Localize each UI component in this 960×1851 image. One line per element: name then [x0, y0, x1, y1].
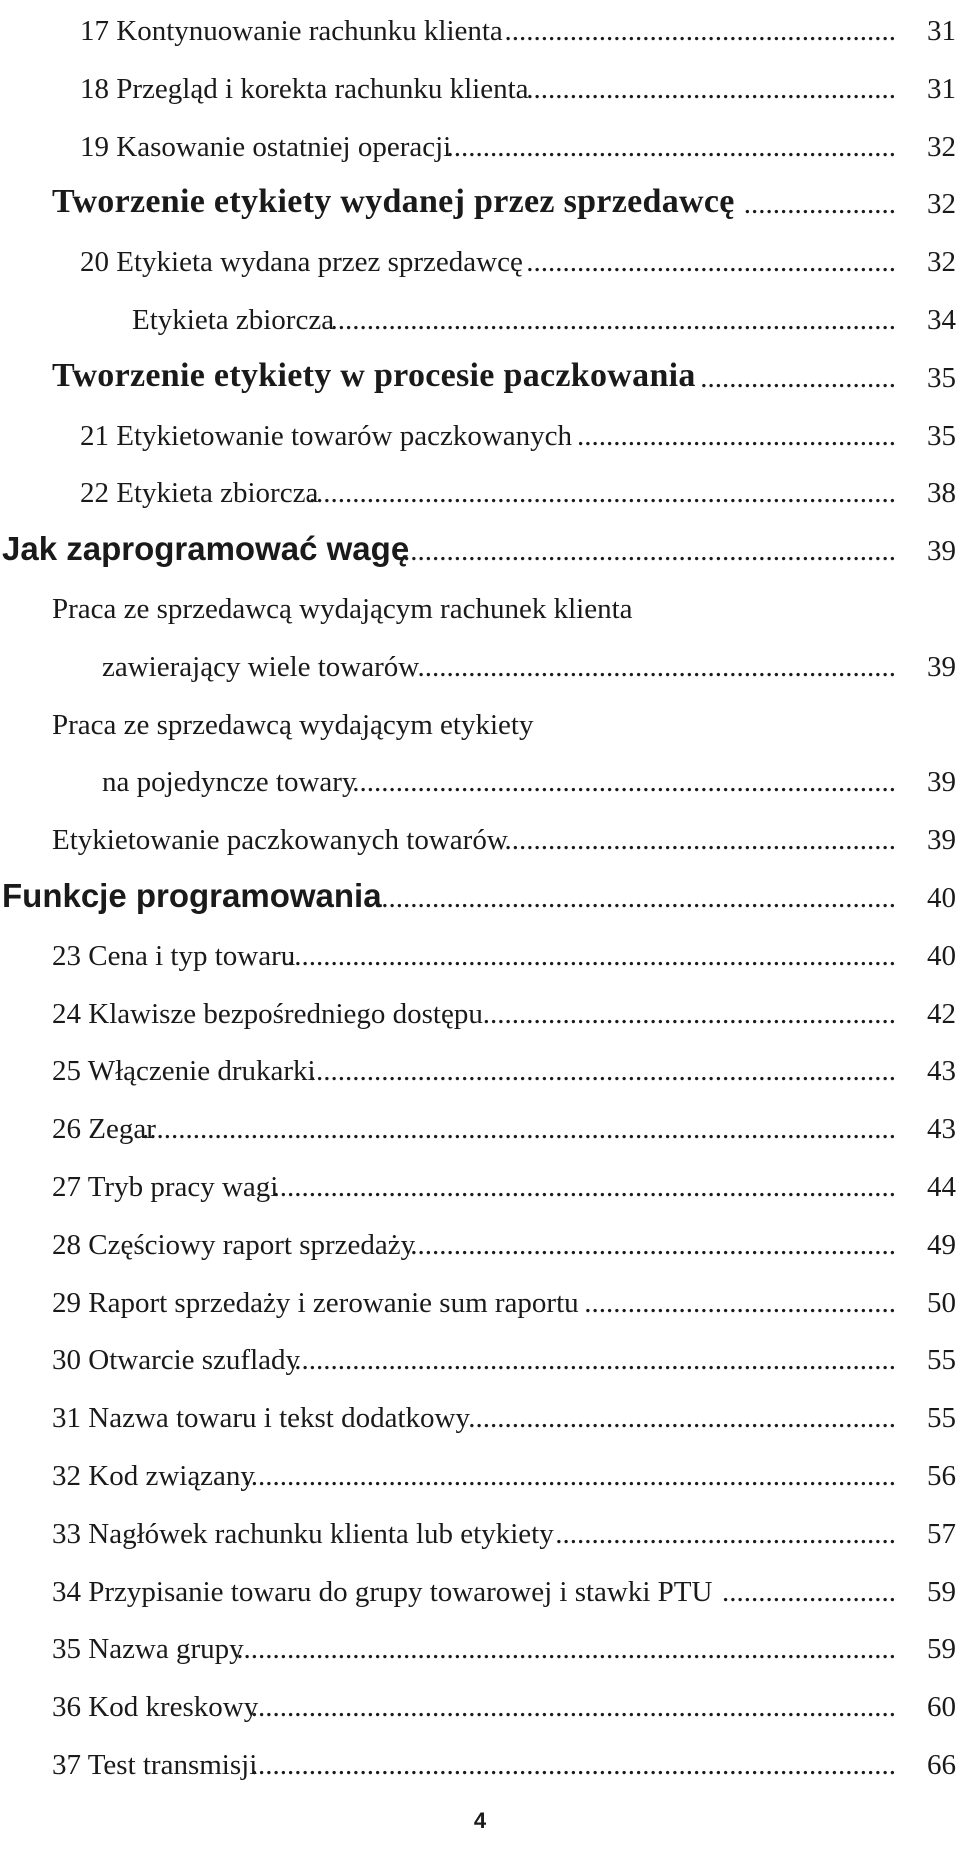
toc-entry: [0, 1734, 960, 1792]
toc-entry-title: 32 Kod związany: [52, 1460, 255, 1492]
toc-entry-title: Tworzenie etykiety wydanej przez sprzedawcę: [52, 183, 735, 221]
toc-entry-title: zawierający wiele towarów: [102, 650, 420, 683]
toc-dot-leader: ............................................: [577, 419, 896, 452]
toc-entry: [0, 116, 960, 174]
toc-entry-title: 17 Kontynuowanie rachunku klienta: [80, 15, 503, 47]
toc-entry-title: na pojedyncze towary: [102, 766, 357, 799]
toc-entry: [0, 1329, 960, 1387]
toc-entry-title: Praca ze sprzedawcą wydającym etykiety: [52, 708, 534, 741]
toc-entry-title: Jak zaprogramować wagę: [2, 530, 410, 568]
toc-entry-title: 18 Przegląd i korekta rachunku klienta: [80, 72, 529, 105]
toc-dot-leader: ......................................................: [504, 824, 896, 857]
toc-page-number: 32: [927, 246, 956, 279]
toc-entry-title: 19 Kasowanie ostatniej operacji: [80, 130, 452, 163]
toc-dot-leader: ........................................................................: [374, 882, 896, 914]
toc-dot-leader: ........................: [722, 1575, 896, 1608]
toc-entry: [0, 1272, 960, 1330]
toc-page-number: 35: [927, 419, 956, 452]
toc-dot-leader: .................................................................................: [308, 477, 896, 510]
toc-entry-title: 35 Nazwa grupy: [52, 1633, 244, 1666]
toc-page-number: 32: [927, 130, 956, 163]
toc-dot-leader: ...............................................: [555, 1517, 896, 1550]
toc-dot-leader: ......................................................: [504, 15, 896, 47]
toc-entry: [0, 58, 960, 116]
toc-entry-title: Funkcje programowania: [2, 877, 382, 914]
toc-entry: [0, 173, 960, 231]
toc-entry-title: 21 Etykietowanie towarów paczkowanych: [80, 419, 573, 452]
toc-entry-title: 22 Etykieta zbiorcza: [80, 477, 319, 510]
page-number: 4: [473, 1808, 487, 1833]
toc-page-number: 44: [927, 1171, 956, 1203]
toc-entry: [0, 0, 960, 58]
toc-entry: [0, 1040, 960, 1098]
toc-entry: [0, 1214, 960, 1272]
toc-dot-leader: ...........................: [700, 361, 896, 394]
toc-entry-title: 29 Raport sprzedaży i zerowanie sum raportu: [52, 1286, 579, 1319]
toc-entry: [0, 347, 960, 405]
toc-dot-leader: .....................: [743, 188, 896, 221]
toc-page-number: 39: [927, 766, 956, 799]
toc-entry-title: 34 Przypisanie towaru do grupy towarowej i stawki PTU: [52, 1575, 713, 1608]
toc-entry: [0, 520, 960, 578]
toc-page-number: 60: [927, 1691, 956, 1724]
toc-page-number: 59: [927, 1633, 956, 1666]
toc-entry: [0, 867, 960, 925]
toc-dot-leader: .........................................................: [482, 997, 896, 1030]
toc-entry: [0, 405, 960, 463]
toc-page-number: 42: [927, 997, 956, 1030]
toc-page-number: 39: [927, 824, 956, 857]
toc-entry: [0, 983, 960, 1041]
toc-dot-leader: ......................................................................................: [272, 1171, 896, 1203]
toc-entry: [0, 1387, 960, 1445]
toc-dot-leader: ...........................................................................................: [236, 1633, 896, 1666]
toc-entry-title: 26 Zegar: [52, 1113, 156, 1146]
toc-page-number: 66: [927, 1749, 956, 1781]
toc-page-number: 31: [927, 72, 956, 105]
toc-entry: [0, 1676, 960, 1734]
toc-dot-leader: ..................................................................: [417, 650, 896, 683]
toc-dot-leader: ...........................................: [584, 1286, 896, 1319]
toc-page-number: 55: [927, 1402, 956, 1435]
toc-entry-title: 24 Klawisze bezpośredniego dostępu: [52, 997, 483, 1030]
toc-entry: [0, 1156, 960, 1214]
toc-dot-leader: ..........................................................................................: [243, 1460, 896, 1492]
toc-page-number: 32: [927, 188, 956, 221]
toc-page-number: 31: [927, 15, 956, 47]
toc-dot-leader: ...........................................................................: [352, 766, 896, 799]
toc-entry-title: 31 Nazwa towaru i tekst dodatkowy: [52, 1402, 470, 1435]
toc-entry-title: 30 Otwarcie szuflady: [52, 1344, 301, 1377]
toc-page-number: 43: [927, 1113, 956, 1146]
toc-entry: [0, 1445, 960, 1503]
toc-entry-title: Etykieta zbiorcza: [132, 304, 335, 336]
toc-entry: [0, 809, 960, 867]
toc-entry: [0, 1503, 960, 1561]
toc-page-number: 56: [927, 1460, 956, 1492]
toc-page-number: 39: [927, 535, 956, 568]
toc-entry: [0, 289, 960, 347]
toc-dot-leader: ...................................................................................: [294, 1344, 896, 1377]
toc-page-number: 57: [927, 1517, 956, 1550]
toc-page-number: 38: [927, 477, 956, 510]
toc-page-number: 50: [927, 1286, 956, 1319]
toc-entry: [0, 694, 960, 752]
toc-page-number: 39: [927, 650, 956, 683]
toc-entry: [0, 751, 960, 809]
toc-dot-leader: .........................................................................................: [250, 1749, 896, 1781]
toc-dot-leader: ..............................................................: [446, 130, 896, 163]
toc-page-number: 43: [927, 1055, 956, 1088]
toc-entry-title: 23 Cena i typ towaru: [52, 939, 296, 972]
toc-entry: [0, 1098, 960, 1156]
toc-entry-title: 25 Włączenie drukarki: [52, 1055, 316, 1088]
toc-page-number: 34: [927, 304, 956, 336]
toc-dot-leader: ........................................................................................................: [142, 1113, 896, 1146]
toc-entry: [0, 1561, 960, 1619]
toc-entry-title: 28 Częściowy raport sprzedaży: [52, 1228, 416, 1261]
toc-entry: [0, 462, 960, 520]
toc-dot-leader: ...................................................: [526, 72, 896, 105]
toc-page-number: 40: [927, 939, 956, 972]
toc-dot-leader: ....................................................................: [403, 535, 896, 568]
toc-dot-leader: ....................................................................................: [287, 939, 896, 972]
toc-entry: [0, 636, 960, 694]
toc-dot-leader: ..............................................................................: [330, 304, 896, 336]
toc-dot-leader: ...................................................: [526, 246, 896, 279]
toc-page-number: 49: [927, 1228, 956, 1261]
toc-entry: [0, 231, 960, 289]
toc-entry-title: 20 Etykieta wydana przez sprzedawcę: [80, 246, 523, 279]
toc-dot-leader: ...........................................................: [468, 1402, 896, 1435]
toc-entry-title: Praca ze sprzedawcą wydającym rachunek klienta: [52, 593, 633, 625]
toc-entry-title: Tworzenie etykiety w procesie paczkowania: [52, 356, 696, 394]
toc-entry-title: 37 Test transmisji: [52, 1749, 258, 1781]
toc-entry-title: Etykietowanie paczkowanych towarów: [52, 824, 508, 857]
toc-page-number: 55: [927, 1344, 956, 1377]
toc-entry-title: 33 Nagłówek rachunku klienta lub etykiety: [52, 1517, 554, 1550]
toc-entry: [0, 1618, 960, 1676]
toc-page-number: 59: [927, 1575, 956, 1608]
toc-entry: [0, 578, 960, 636]
toc-dot-leader: .................................................................................: [308, 1055, 896, 1088]
toc-entry: [0, 925, 960, 983]
toc-dot-leader: ...................................................................: [410, 1228, 896, 1261]
toc-entry-title: 36 Kod kreskowy: [52, 1691, 259, 1724]
toc-dot-leader: .........................................................................................: [250, 1691, 896, 1724]
toc-entry-title: 27 Tryb pracy wagi: [52, 1171, 279, 1203]
toc-page-number: 40: [927, 882, 956, 914]
toc-page-number: 35: [927, 361, 956, 394]
